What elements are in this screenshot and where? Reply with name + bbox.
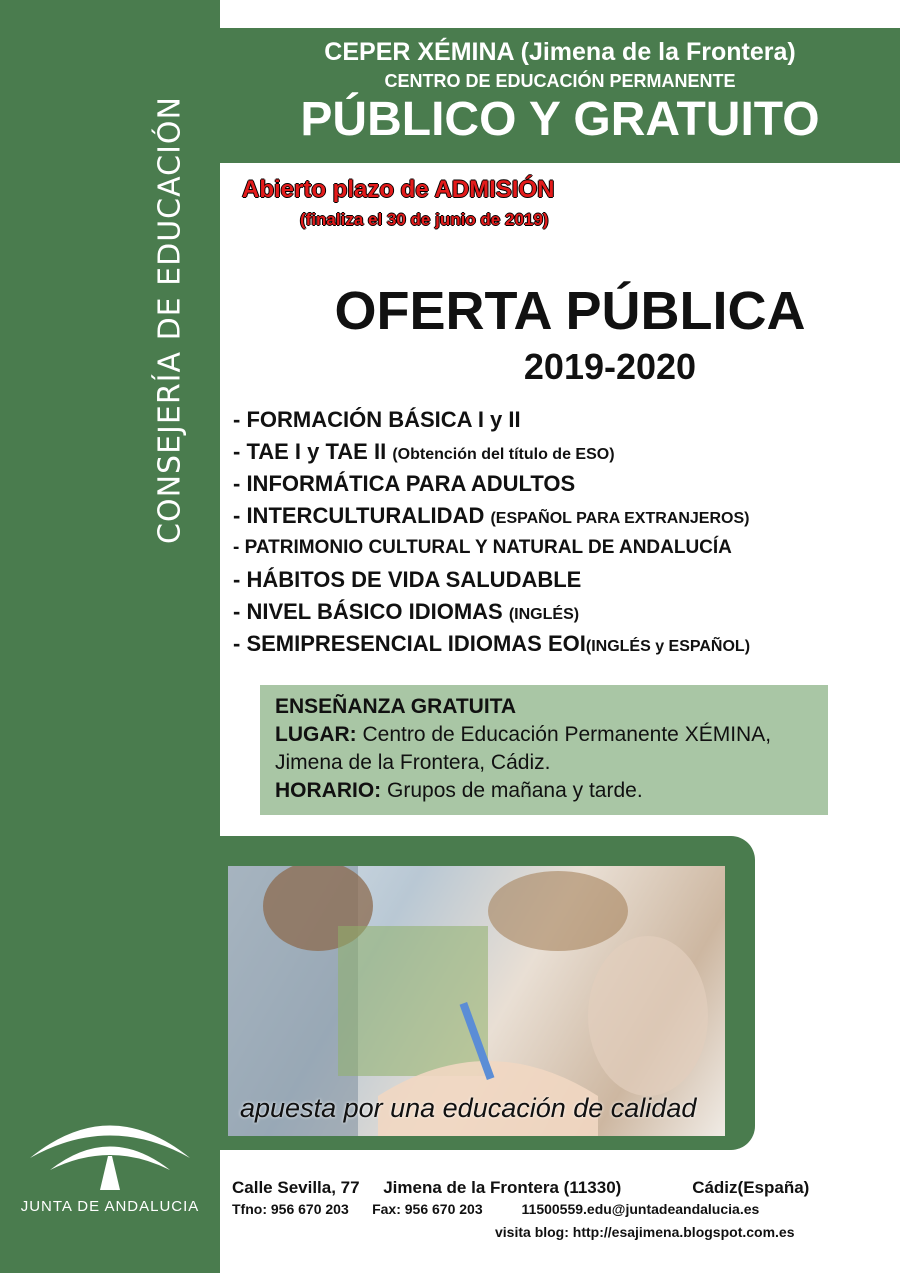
list-item: - INFORMÁTICA PARA ADULTOS [233,471,576,496]
admission-notice: Abierto plazo de ADMISIÓN [242,176,555,203]
sidebar [0,0,220,1273]
header-banner [220,28,900,163]
students-photo [228,866,725,1136]
address: Calle Sevilla, 77 [232,1178,360,1197]
headline: PÚBLICO Y GRATUITO [300,93,820,146]
email-link[interactable]: 11500559.edu@juntadeandalucia.es [521,1201,760,1217]
list-item: - PATRIMONIO CULTURAL Y NATURAL DE ANDALUCÍA [233,537,732,558]
info-lugar-line2: Jimena de la Frontera, Cádiz. [275,751,551,774]
list-item: - SEMIPRESENCIAL IDIOMAS EOI(INGLÉS y ESPAÑOL) [233,631,751,656]
photo-frame [220,836,755,1150]
offer-year: 2019-2020 [523,346,697,387]
logo-text: JUNTA DE ANDALUCIA [20,1198,200,1215]
list-item: - FORMACIÓN BÁSICA I y II [233,407,521,432]
town: Jimena de la Frontera (11330) [383,1178,622,1197]
list-item: - TAE I y TAE II (Obtención del título de ESO) [233,439,615,464]
sidebar-vertical-title: CONSEJERÍA DE EDUCACIÓN [152,96,188,544]
region: Cádiz(España) [692,1178,810,1197]
info-horario: HORARIO: Grupos de mañana y tarde. [275,779,643,802]
blog-link[interactable]: visita blog: http://esajimena.blogspot.com.es [495,1224,795,1240]
list-item: - NIVEL BÁSICO IDIOMAS (INGLÉS) [233,599,580,624]
offer-title: OFERTA PÚBLICA [334,281,806,341]
admission-deadline: (finaliza el 30 de junio de 2019) [300,210,549,229]
center-subtitle: CENTRO DE EDUCACIÓN PERMANENTE [384,71,736,91]
info-lugar: LUGAR: Centro de Educación Permanente XÉMINA, [275,723,772,746]
list-item: - INTERCULTURALIDAD (ESPAÑOL PARA EXTRANJEROS) [233,503,750,528]
slogan: apuesta por una educación de calidad [240,1093,697,1123]
junta-andalucia-logo-icon [20,1098,200,1198]
fax: Fax: 956 670 203 [372,1201,483,1217]
contact-phone-line [232,1201,759,1217]
list-item: - HÁBITOS DE VIDA SALUDABLE [233,567,582,592]
info-heading: ENSEÑANZA GRATUITA [275,695,517,718]
phone: Tfno: 956 670 203 [232,1201,349,1217]
contact-address-line [232,1178,809,1198]
info-box [260,685,828,815]
center-title: CEPER XÉMINA (Jimena de la Frontera) [324,38,796,66]
course-list [233,404,750,660]
